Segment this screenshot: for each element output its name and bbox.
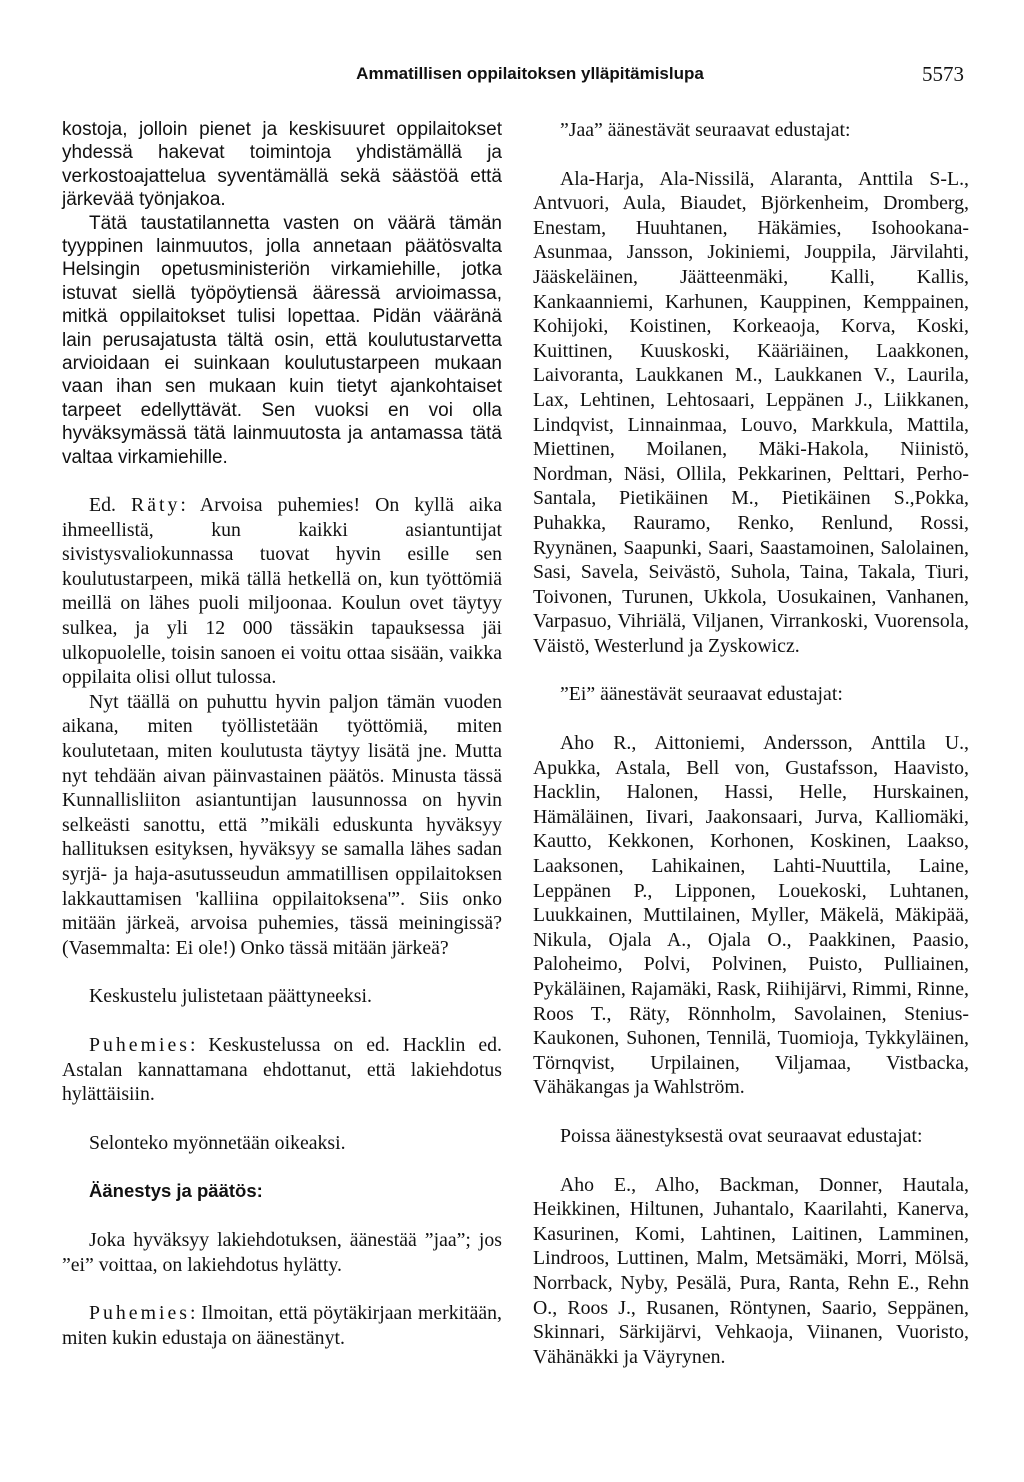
paragraph-taustatilanne: Tätä taustatilannetta vasten on väärä tämän tyyppinen lainmuutos, jolla annetaan päätösvalta Helsingin opetusministeriön virkamiehille, jotka istuvat siellä työpöytiensä ääressä arvioimassa, mitkä oppilaitokset tulisi lopettaa. Pidän vääränä lain perusajatusta tältä osin, että koulutustarvetta arvioidaan ei suinkaan koulutustarpeen mukaan vaan ihan sen mukaan kuin tietyt ajankohtaiset tarpeet edellyttävät. Sen vuoksi en voi olla hyväksymässä tätä lainmuutosta ja antamassa tätä valtaa virkamiehille.: [62, 212, 502, 468]
absent-list: Aho E., Alho, Backman, Donner, Hautala, Heikkinen, Hiltunen, Juhantalo, Kaarilahti, Kanerva, Kasurinen, Komi, Lahtinen, Laitinen, Lamminen, Lindroos, Luttinen, Malm, Metsämäki, Morri, Mölsä, Norrback, Nyby, Pesälä, Pura, Ranta, Rehn E., Rehn O., Roos J., Rusanen, Röntynen, Saario, Seppänen, Skinnari, Särkijärvi, Vehkaoja, Viinanen, Vuoristo, Vähänäkki ja Väyrynen.: [533, 1173, 969, 1368]
paragraph-puhemies-ilmoitus: [62, 1301, 502, 1350]
speaker-puhemies: Puhemies: [89, 1033, 190, 1056]
raty-speech-text: : Arvoisa puhemies! On kyllä aika ihmeellistä, kun kaikki asiantuntijat sivistysvaliokunnassa tuovat hyvin esille sen koulutustarpeen, mikä tällä hetkellä on, kun työttömiä meillä on lähes puoli miljoonaa. Koulun ovet täytyy sulkea, ja yli 12 000 tässäkin tapauksessa jäi ulkopuolelle, toisin sanoen ei voitu ottaa sisään, vaikka oppilaita olisi ollut tulossa.: [62, 494, 502, 689]
left-column: [62, 118, 502, 1350]
paragraph-puhemies-ehdotus: [62, 1033, 502, 1107]
puhemies-ehdotus-text: : Keskustelussa on ed. Hacklin ed. Astalan kannattamana ehdottanut, että lakiehdotus hylättäisiin.: [62, 1033, 502, 1106]
paragraph-nyt-taalla: Nyt täällä on puhuttu hyvin paljon tämän vuoden aikana, miten työllistetään työttömiä, miten koulutetaan, miten koulutusta täytyy lisätä jne. Mutta nyt tehdään aivan päinvastainen päätös. Minusta tässä Kunnallisliiton asiantuntijan lausunnossa on hyvin selkeästi sanottu, että ”mikäli eduskunta hyväksyy hallituksen esityksen, hyväksyy se samalla lähes sadan syrjä- ja haja-asutusseudun ammatillisen oppilaitoksen lakkauttamisen 'kalliina oppilaitoksena'”. Siis onko mitään järkeä, arvoisa puhemies, tässä meiningissä? (Vasemmalta: Ei ole!) Onko tässä mitään järkeä?: [62, 690, 502, 959]
paragraph-selonteko: Selonteko myönnetään oikeaksi.: [89, 1131, 346, 1154]
page-number: 5573: [922, 62, 964, 86]
section-heading-aanestys: Äänestys ja päätös:: [89, 1180, 263, 1202]
paragraph-joka-hyvaksyy: Joka hyväksyy lakiehdotuksen, äänestää ”jaa”; jos ”ei” voittaa, on lakiehdotus hylätty.: [62, 1228, 502, 1276]
ei-voters-label: ”Ei” äänestävät seuraavat edustajat:: [560, 683, 843, 706]
running-header-title: Ammatillisen oppilaitoksen ylläpitämislupa: [356, 64, 704, 83]
raty-prefix: Ed.: [89, 494, 116, 517]
puhemies-ilmoitus-text: : Ilmoitan, että pöytäkirjaan merkitään, miten kukin edustaja on äänestänyt.: [62, 1302, 502, 1349]
paragraph-raty-speech: [62, 493, 502, 690]
speaker-puhemies: Puhemies: [89, 1302, 190, 1325]
jaa-voters-label: ”Jaa” äänestävät seuraavat edustajat:: [560, 119, 851, 141]
speaker-raty: Räty: [131, 494, 181, 517]
absent-label: Poissa äänestyksestä ovat seuraavat edustajat:: [560, 1124, 923, 1147]
ei-voters-list: Aho R., Aittoniemi, Andersson, Anttila U., Apukka, Astala, Bell von, Gustafsson, Haavisto, Hacklin, Halonen, Hassi, Helle, Hurskainen, Hämäläinen, Iivari, Jaakonsaari, Jurva, Kalliomäki, Kautto, Kekkonen, Korhonen, Koskinen, Laakso, Laaksonen, Lahikainen, Lahti-Nuuttila, Laine, Leppänen P., Lipponen, Louekoski, Luhtanen, Luukkainen, Muttilainen, Myller, Mäkelä, Mäkipää, Nikula, Ojala A., Ojala O., Paakkinen, Paasio, Paloheimo, Polvi, Polvinen, Puisto, Pulliainen, Pykäläinen, Rajamäki, Rask, Riihijärvi, Rimmi, Rinne, Roos T., Räty, Rönnholm, Savolainen, Stenius-Kaukonen, Suhonen, Tennilä, Tuomioja, Tykkyläinen, Törnqvist, Urpilainen, Viljamaa, Vistbacka, Vähäkangas ja Wahlström.: [533, 732, 969, 1099]
right-column: [533, 118, 969, 1369]
jaa-voters-list: Ala-Harja, Ala-Nissilä, Alaranta, Anttila S-L., Antvuori, Aula, Biaudet, Björkenheim, Dromberg, Enestam, Huuhtanen, Häkämies, Isohookana-Asunmaa, Jansson, Jokiniemi, Jouppila, Järvilahti, Jääskeläinen, Jäätteenmäki, Kalli, Kallis, Kankaanniemi, Karhunen, Kauppinen, Kemppainen, Kohijoki, Koistinen, Korkeaoja, Korva, Koski, Kuittinen, Kuuskoski, Kääriäinen, Laakkonen, Laivoranta, Laukkanen M., Laukkanen V., Laurila, Lax, Lehtinen, Lehtosaari, Leppänen J., Liikkanen, Lindqvist, Linnainmaa, Louvo, Markkula, Mattila, Miettinen, Moilanen, Mäki-Hakola, Niinistö, Nordman, Näsi, Ollila, Pekkarinen, Pelttari, Perho-Santala, Pietikäinen M., Pietikäinen S.,Pokka, Puhakka, Rauramo, Renko, Renlund, Rossi, Ryynänen, Saapunki, Saari, Saastamoinen, Salolainen, Sasi, Savela, Seivästö, Suhola, Taina, Takala, Tiuri, Toivonen, Turunen, Ukkola, Uosukainen, Vanhanen, Varpasuo, Vihriälä, Viljanen, Virrankoski, Vuorensola, Väistö, Westerlund ja Zyskowicz.: [533, 167, 969, 657]
paragraph-keskustelu-paattyy: Keskustelu julistetaan päättyneeksi.: [89, 985, 372, 1008]
paragraph-kostoja: kostoja, jolloin pienet ja keskisuuret oppilaitokset yhdessä hakevat toimintoja yhdistämällä ja verkostoajattelua syventämällä sekä säästöä että järkevää työnjakoa.: [62, 119, 502, 211]
